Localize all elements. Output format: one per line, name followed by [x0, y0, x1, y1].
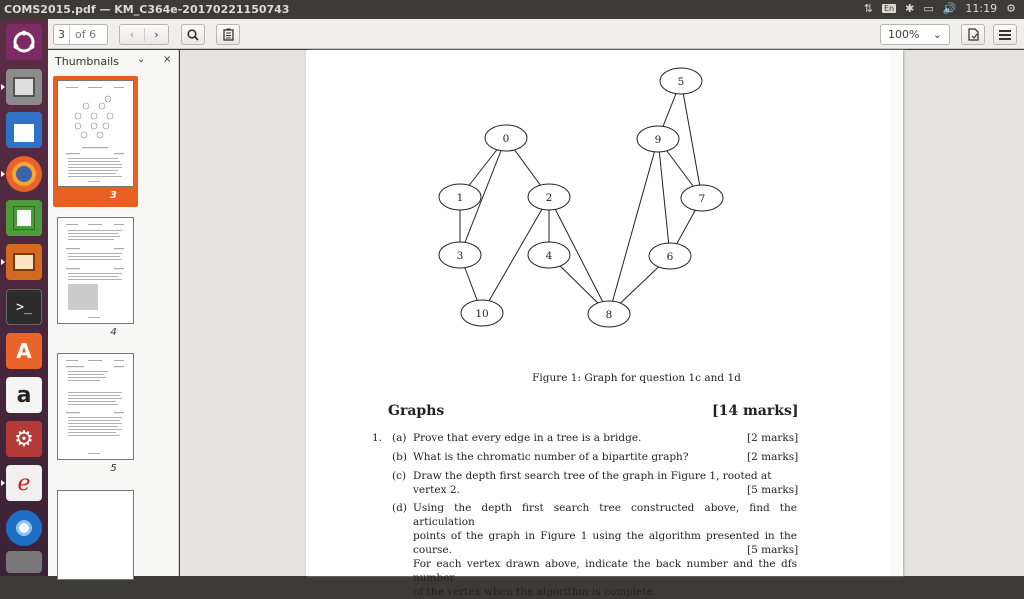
question-text: What is the chromatic number of a bipartite graph? [413, 451, 689, 463]
figure-caption: Figure 1: Graph for question 1c and 1d [532, 372, 741, 384]
page-total-label: of 6 [75, 28, 97, 41]
question-number: 1. [372, 432, 383, 444]
zoom-value: 100% [888, 28, 920, 41]
firefox-icon[interactable] [6, 156, 42, 192]
thumbnail-page-4[interactable] [57, 217, 134, 324]
annotations-button[interactable] [216, 24, 240, 45]
graph-edge-5-7 [681, 81, 702, 198]
thumbnails-sidebar [48, 50, 179, 576]
window-title: COMS2015.pdf — KM_C364e-20170221150743 [4, 3, 290, 16]
menu-button[interactable] [993, 24, 1017, 45]
clipboard-icon [223, 28, 234, 41]
document-icon [968, 28, 979, 41]
top-panel [0, 0, 1024, 19]
calc-icon[interactable] [6, 200, 42, 236]
hamburger-menu-icon [999, 30, 1011, 40]
settings-gear-icon[interactable]: ⚙ [1006, 2, 1016, 15]
sidebar-header [48, 50, 179, 73]
thumbnail-label: 3 [110, 190, 117, 201]
search-icon [187, 29, 199, 41]
files-icon[interactable] [6, 69, 42, 105]
question-text: Prove that every edge in a tree is a bridge. [413, 432, 642, 444]
sidebar-title[interactable]: Thumbnails [55, 55, 119, 68]
previous-page-icon[interactable]: ‹ [129, 28, 135, 41]
thumbnail-page-6[interactable] [57, 490, 134, 580]
page-nav-group [119, 24, 169, 45]
pdf-page [306, 50, 903, 598]
chromium-icon[interactable] [6, 510, 42, 546]
graph-node-label: 8 [605, 309, 613, 321]
page-selector[interactable] [53, 24, 108, 45]
thumbnail-page-3[interactable] [57, 80, 134, 187]
document-viewer[interactable] [180, 50, 1024, 598]
figure-graph [306, 50, 903, 380]
bluetooth-icon[interactable]: ✱ [905, 2, 915, 15]
battery-icon[interactable]: ▭ [923, 2, 934, 15]
graph-node-label: 4 [545, 250, 553, 262]
system-tray [864, 2, 1016, 15]
question-marks: [5 marks] [747, 484, 799, 496]
section-title: Graphs [388, 403, 445, 419]
graph-edge-8-9 [609, 139, 658, 314]
document-viewer-icon[interactable] [6, 244, 42, 280]
graph-node-label: 6 [666, 251, 674, 263]
graph-node-label: 1 [456, 192, 464, 204]
system-settings-icon[interactable]: ⚙ [6, 421, 42, 457]
question-marks: [2 marks] [747, 432, 799, 444]
document-properties-button[interactable] [961, 24, 985, 45]
trash-icon[interactable] [6, 551, 42, 573]
graph-node-label: 0 [502, 133, 510, 145]
graph-node-label: 9 [654, 134, 662, 146]
clock[interactable]: 11:19 [965, 2, 998, 15]
graph-node-label: 5 [677, 76, 685, 88]
search-button[interactable] [181, 24, 205, 45]
thumbnail-page-5[interactable] [57, 353, 134, 460]
software-center-icon[interactable]: A [6, 333, 42, 369]
question-text: Using the depth first search tree constructed above, find the articulation points of the graph in Figure 1 using the algorithm presented in the course. For each vertex drawn above, indicate the back number and the dfs number of the vertex when the algorithm is complete. [413, 502, 797, 598]
graph-edge-9-6 [658, 139, 670, 256]
question-label: (b) [392, 451, 407, 463]
chevron-down-icon[interactable]: ⌄ [137, 54, 146, 65]
thumbnail-label: 4 [110, 327, 117, 338]
question-marks: [2 marks] [747, 451, 799, 463]
question-label: (d) [392, 502, 407, 514]
viewer-toolbar [48, 19, 1024, 49]
question-label: (a) [392, 432, 407, 444]
question-text: Draw the depth first search tree of the graph in Figure 1, rooted at vertex 2. [413, 470, 772, 496]
chevron-down-icon: ⌄ [932, 28, 942, 41]
writer-icon[interactable] [6, 112, 42, 148]
thumbnail-preview [58, 81, 133, 186]
zoom-select[interactable] [880, 24, 950, 45]
ubuntu-dash-icon[interactable] [6, 24, 42, 60]
amazon-icon[interactable]: a [6, 377, 42, 413]
graph-node-label: 10 [475, 308, 489, 320]
thumbnail-preview [58, 354, 133, 459]
network-icon[interactable]: ⇅ [863, 2, 873, 15]
question-marks: [5 marks] [747, 544, 799, 556]
vertical-scrollbar[interactable] [891, 50, 901, 576]
graph-node-label: 3 [456, 250, 464, 262]
thumbnail-label: 5 [110, 463, 117, 474]
launcher [0, 19, 48, 576]
volume-icon[interactable]: 🔊 [942, 2, 957, 15]
close-icon[interactable]: × [163, 54, 172, 65]
question-label: (c) [392, 470, 407, 482]
pdf-reader-icon[interactable]: ℯ [6, 465, 42, 501]
graph-node-label: 2 [545, 192, 553, 204]
keyboard-layout-indicator[interactable]: En [883, 4, 895, 13]
terminal-icon[interactable]: >_ [6, 289, 42, 325]
next-page-icon[interactable]: › [144, 28, 168, 41]
page-number-input[interactable]: 3 [54, 25, 70, 44]
graph-node-label: 7 [698, 193, 706, 205]
section-marks: [14 marks] [712, 403, 799, 419]
thumbnail-preview [58, 218, 133, 323]
